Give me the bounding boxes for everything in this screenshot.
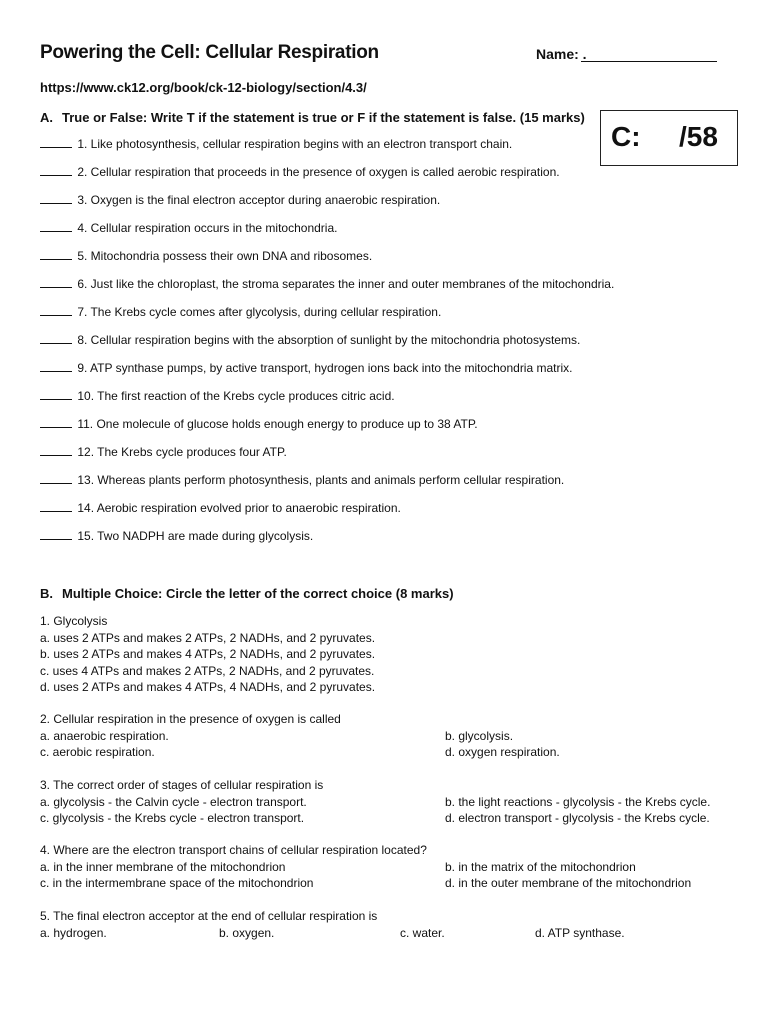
tf-item: [40, 445, 614, 473]
question-stem: 2. Cellular respiration in the presence of oxygen is called: [40, 712, 341, 726]
tf-item: [40, 473, 614, 501]
section-b-letter: B.: [40, 586, 53, 601]
mc-question-2: [40, 711, 740, 761]
choice-c[interactable]: c. in the intermembrane space of the mitochondrion: [40, 876, 314, 890]
choice-row: [40, 925, 740, 942]
answer-blank[interactable]: [40, 501, 72, 512]
choice-b[interactable]: b. oxygen.: [219, 925, 275, 940]
answer-blank[interactable]: [40, 361, 72, 372]
choice-d[interactable]: d. oxygen respiration.: [445, 745, 560, 759]
answer-blank[interactable]: [40, 165, 72, 176]
choice-a[interactable]: a. uses 2 ATPs and makes 2 ATPs, 2 NADHs, and 2 pyruvates.: [40, 630, 376, 645]
tf-statement: 5. Mitochondria possess their own DNA and ribosomes.: [77, 249, 373, 263]
choice-d[interactable]: d. uses 2 ATPs and makes 4 ATPs, 4 NADHs, and 2 pyruvates.: [40, 680, 376, 694]
source-url: https://www.ck12.org/book/ck-12-biology/section/4.3/: [40, 80, 367, 95]
choice-a[interactable]: a. anaerobic respiration.: [40, 728, 169, 743]
answer-blank[interactable]: [40, 333, 72, 344]
question-stem: 1. Glycolysis: [40, 614, 108, 628]
answer-blank[interactable]: [40, 137, 72, 148]
choice-row: [40, 728, 740, 745]
tf-item: [40, 333, 614, 361]
choice-d[interactable]: d. electron transport - glycolysis - the Krebs cycle.: [445, 811, 710, 825]
choice-b[interactable]: b. uses 2 ATPs and makes 4 ATPs, 2 NADHs, and 2 pyruvates.: [40, 647, 376, 661]
answer-blank[interactable]: [40, 445, 72, 456]
name-blank-line[interactable]: [581, 61, 717, 62]
tf-item: [40, 361, 614, 389]
tf-item: [40, 277, 614, 305]
tf-item: [40, 137, 614, 165]
tf-item: [40, 165, 614, 193]
name-label: Name: .: [536, 46, 587, 62]
tf-item: [40, 389, 614, 417]
section-a-letter: A.: [40, 110, 53, 125]
answer-blank[interactable]: [40, 221, 72, 232]
question-stem: 4. Where are the electron transport chains of cellular respiration located?: [40, 843, 427, 857]
section-b-heading: [40, 586, 454, 601]
choice-b[interactable]: b. glycolysis.: [445, 728, 514, 743]
tf-statement: 10. The first reaction of the Krebs cycle produces citric acid.: [77, 389, 395, 403]
answer-blank[interactable]: [40, 277, 72, 288]
tf-item: [40, 529, 614, 557]
choice-c[interactable]: c. uses 4 ATPs and makes 2 ATPs, 2 NADHs, and 2 pyruvates.: [40, 663, 375, 678]
tf-statement: 15. Two NADPH are made during glycolysis.: [77, 529, 314, 543]
choice-a[interactable]: a. glycolysis - the Calvin cycle - electron transport.: [40, 794, 307, 809]
mc-question-4: [40, 842, 740, 892]
choice-d[interactable]: d. ATP synthase.: [535, 925, 625, 940]
choice-c[interactable]: c. aerobic respiration.: [40, 745, 155, 759]
tf-item: [40, 305, 614, 333]
choice-c[interactable]: c. glycolysis - the Krebs cycle - electron transport.: [40, 811, 305, 825]
choice-row: [40, 744, 740, 761]
choice-row: [40, 875, 740, 892]
tf-statement: 3. Oxygen is the final electron acceptor during anaerobic respiration.: [77, 193, 441, 207]
tf-statement: 2. Cellular respiration that proceeds in the presence of oxygen is called aerobic respiration.: [77, 165, 560, 179]
choice-d[interactable]: d. in the outer membrane of the mitochondrion: [445, 876, 692, 890]
score-box: [600, 110, 738, 166]
choice-a[interactable]: a. hydrogen.: [40, 925, 107, 940]
answer-blank[interactable]: [40, 305, 72, 316]
tf-item: [40, 249, 614, 277]
answer-blank[interactable]: [40, 417, 72, 428]
answer-blank[interactable]: [40, 389, 72, 400]
tf-statement: 8. Cellular respiration begins with the absorption of sunlight by the mitochondria photosystems.: [77, 333, 581, 347]
tf-statement: 1. Like photosynthesis, cellular respiration begins with an electron transport chain.: [77, 137, 513, 151]
question-stem: 5. The final electron acceptor at the end of cellular respiration is: [40, 909, 378, 923]
choice-row: [40, 810, 740, 827]
true-false-list: [40, 137, 614, 557]
tf-item: [40, 501, 614, 529]
tf-item: [40, 193, 614, 221]
choice-b[interactable]: b. the light reactions - glycolysis - the Krebs cycle.: [445, 794, 711, 809]
choice-a[interactable]: a. in the inner membrane of the mitochondrion: [40, 859, 286, 874]
tf-statement: 14. Aerobic respiration evolved prior to anaerobic respiration.: [77, 501, 401, 515]
choice-row: [40, 794, 740, 811]
tf-statement: 9. ATP synthase pumps, by active transport, hydrogen ions back into the mitochondria matrix.: [77, 361, 573, 375]
answer-blank[interactable]: [40, 529, 72, 540]
tf-statement: 4. Cellular respiration occurs in the mitochondria.: [77, 221, 338, 235]
tf-statement: 11. One molecule of glucose holds enough energy to produce up to 38 ATP.: [77, 417, 478, 431]
tf-statement: 13. Whereas plants perform photosynthesis, plants and animals perform cellular respiration.: [77, 473, 565, 487]
answer-blank[interactable]: [40, 249, 72, 260]
score-prefix: C:: [611, 121, 641, 152]
mc-question-3: [40, 777, 740, 827]
mc-question-1: [40, 613, 740, 696]
tf-statement: 7. The Krebs cycle comes after glycolysis, during cellular respiration.: [77, 305, 442, 319]
section-b-heading-text: Multiple Choice: Circle the letter of the correct choice (8 marks): [62, 586, 454, 601]
tf-statement: 12. The Krebs cycle produces four ATP.: [77, 445, 287, 459]
answer-blank[interactable]: [40, 473, 72, 484]
question-stem: 3. The correct order of stages of cellular respiration is: [40, 778, 324, 792]
choice-row: [40, 859, 740, 876]
tf-item: [40, 221, 614, 249]
mc-question-5: [40, 908, 740, 941]
answer-blank[interactable]: [40, 193, 72, 204]
section-a-heading-text: True or False: Write T if the statement is true or F if the statement is false. (15 marks): [62, 110, 585, 125]
choice-b[interactable]: b. in the matrix of the mitochondrion: [445, 859, 636, 874]
page-title: Powering the Cell: Cellular Respiration: [40, 42, 379, 63]
tf-item: [40, 417, 614, 445]
section-a-heading: [40, 110, 585, 125]
score-total: /58: [679, 121, 718, 152]
tf-statement: 6. Just like the chloroplast, the stroma separates the inner and outer membranes of the mitochondria.: [77, 277, 615, 291]
choice-c[interactable]: c. water.: [400, 925, 445, 940]
